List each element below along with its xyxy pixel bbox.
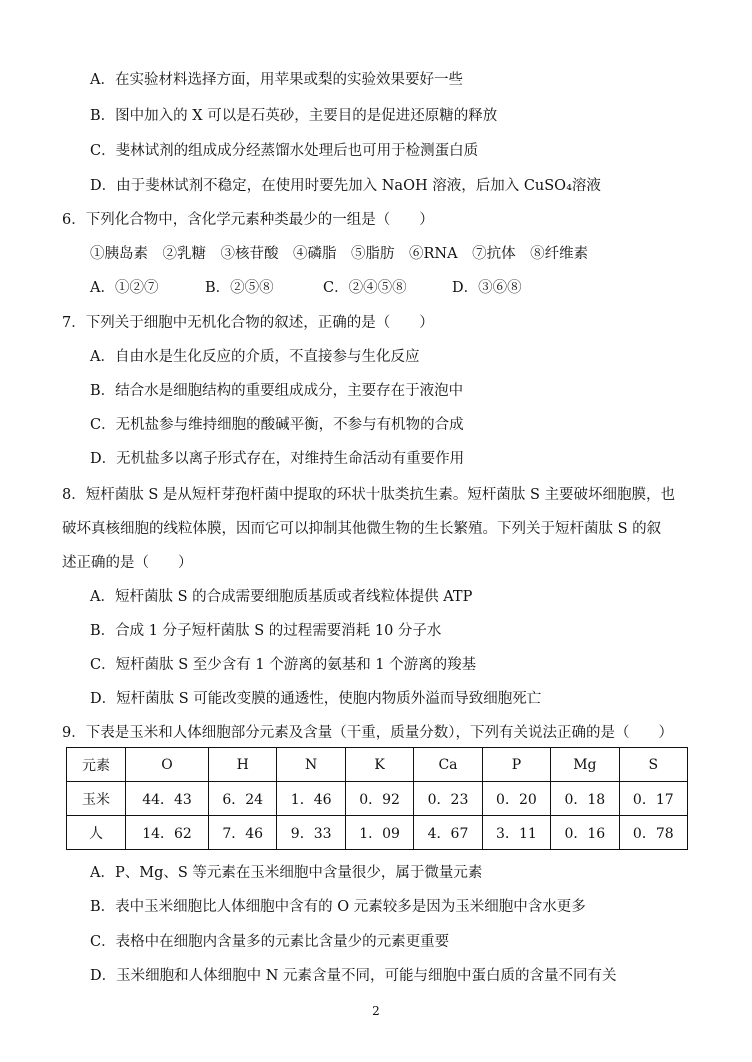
q8-option-b: B．合成 1 分子短杆菌肽 S 的过程需要消耗 10 分子水 [90,623,442,639]
table-cell: 6．24 [209,782,277,816]
table-cell: H [209,748,277,782]
table-cell: 元素 [67,748,126,782]
table-cell: 7．46 [209,816,277,850]
q6-stem: 6．下列化合物中，含化学元素种类最少的一组是（ ） [62,212,434,228]
table-cell: K [345,748,413,782]
q8-option-c: C．短杆菌肽 S 至少含有 1 个游离的氨基和 1 个游离的羧基 [90,657,477,673]
table-cell: O [126,748,209,782]
table-cell: 人 [67,816,126,850]
table-cell: 4．67 [414,816,482,850]
q8-option-a: A．短杆菌肽 S 的合成需要细胞质基质或者线粒体提供 ATP [90,589,473,605]
table-header-row [67,748,688,782]
q7-stem: 7．下列关于细胞中无机化合物的叙述，正确的是（ ） [62,315,434,331]
q9-option-c: C．表格中在细胞内含量多的元素比含量少的元素更重要 [90,934,450,950]
table-row [67,782,688,816]
q7-option-d: D．无机盐多以离子形式存在，对维持生命活动有重要作用 [90,451,465,467]
table-cell: 0．23 [414,782,482,816]
table-cell: 玉米 [67,782,126,816]
table-cell: 0．20 [482,782,550,816]
q6-option-a: A．①②⑦ [90,280,159,296]
q5-option-c: C．斐林试剂的组成成分经蒸馏水处理后也可用于检测蛋白质 [90,143,479,159]
element-content-table [66,747,688,850]
table-cell: 0．78 [619,816,687,850]
q7-option-a: A．自由水是生化反应的介质，不直接参与生化反应 [90,349,420,365]
table-cell: 9．33 [277,816,345,850]
q8-stem-line3: 述正确的是（ ） [62,555,193,571]
table-cell: 44．43 [126,782,209,816]
table-cell: 0．17 [619,782,687,816]
table-cell: 0．18 [551,782,619,816]
q8-stem-line1: 8．短杆菌肽 S 是从短杆芽孢杆菌中提取的环状十肽类抗生素。短杆菌肽 S 主要破坏细胞膜，也 [62,487,676,503]
table-cell: 0．92 [345,782,413,816]
page-number: 2 [372,1004,380,1018]
q8-stem-line2: 破坏真核细胞的线粒体膜，因而它可以抑制其他微生物的生长繁殖。下列关于短杆菌肽 S 的叙 [62,521,662,537]
q8-option-d: D．短杆菌肽 S 可能改变膜的通透性，使胞内物质外溢而导致细胞死亡 [90,691,542,707]
table-cell: 0．16 [551,816,619,850]
q5-option-a: A．在实验材料选择方面，用苹果或梨的实验效果要好一些 [90,72,463,88]
table-row [67,816,688,850]
table-cell: Ca [414,748,482,782]
q9-option-b: B．表中玉米细胞比人体细胞中含有的 O 元素较多是因为玉米细胞中含水更多 [90,899,586,915]
q9-stem: 9．下表是玉米和人体细胞部分元素及含量（干重，质量分数），下列有关说法正确的是（ ） [62,725,673,741]
table-cell: 1．09 [345,816,413,850]
table-cell: Mg [551,748,619,782]
q6-option-c: C．②④⑤⑧ [323,280,407,296]
q6-option-d: D．③⑥⑧ [452,280,522,296]
q6-compounds: ①胰岛素 ②乳糖 ③核苷酸 ④磷脂 ⑤脂肪 ⑥RNA ⑦抗体 ⑧纤维素 [90,246,589,262]
table-cell: N [277,748,345,782]
table-cell: 14．62 [126,816,209,850]
q5-option-b: B．图中加入的 X 可以是石英砂，主要目的是促进还原糖的释放 [90,108,498,124]
q5-option-d: D．由于斐林试剂不稳定，在使用时要先加入 NaOH 溶液，后加入 CuSO₄溶液 [90,178,601,194]
table-cell: S [619,748,687,782]
q9-option-a: A．P、Mg、S 等元素在玉米细胞中含量很少，属于微量元素 [90,865,483,881]
table-cell: 3．11 [482,816,550,850]
q7-option-c: C．无机盐参与维持细胞的酸碱平衡，不参与有机物的合成 [90,417,464,433]
table-cell: P [482,748,550,782]
q6-option-b: B．②⑤⑧ [205,280,274,296]
q7-option-b: B．结合水是细胞结构的重要组成成分，主要存在于液泡中 [90,383,464,399]
q9-option-d: D．玉米细胞和人体细胞中 N 元素含量不同，可能与细胞中蛋白质的含量不同有关 [90,968,617,984]
table-cell: 1．46 [277,782,345,816]
